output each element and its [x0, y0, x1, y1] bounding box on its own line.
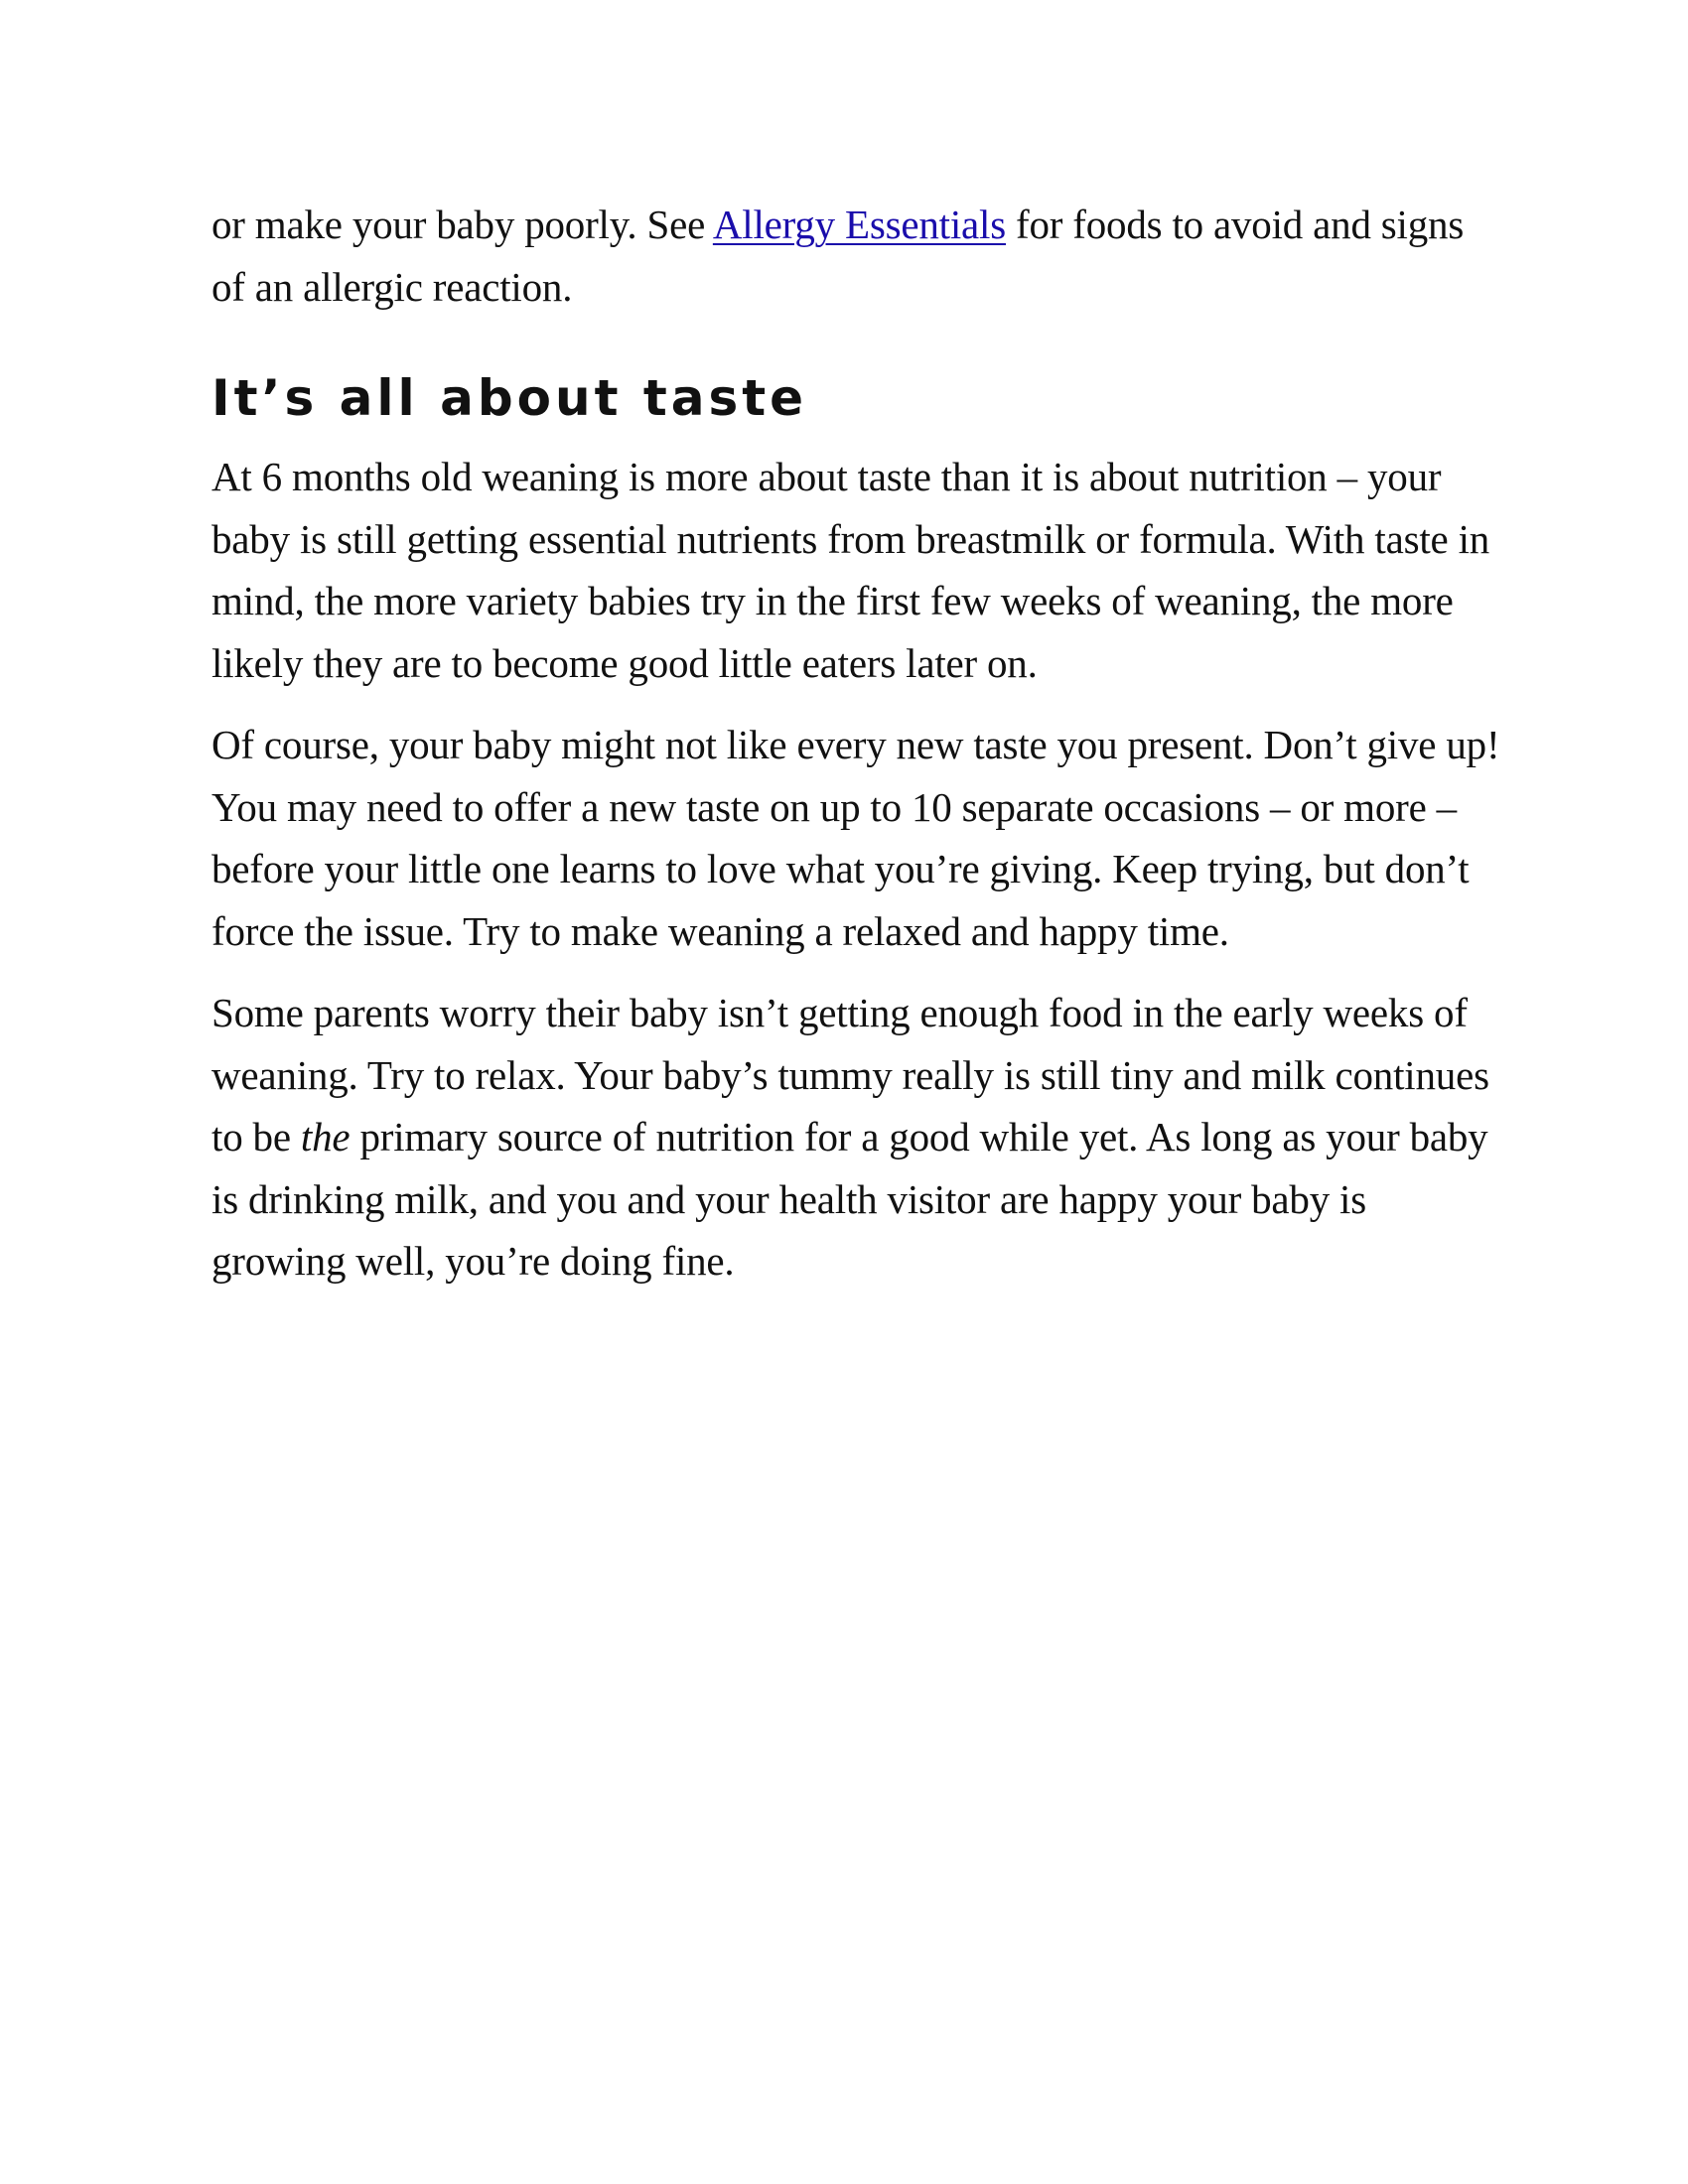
section-heading: It’s all about taste — [211, 369, 808, 427]
paragraph-early-weeks-text-a: Some parents worry their baby isn’t getting enough food in the early weeks of weaning. Try to relax. Your baby’s tummy really is still tiny and milk continues to be — [211, 990, 1489, 1160]
document-page — [211, 194, 1502, 1293]
paragraph-taste-nutrition: At 6 months old weaning is more about taste than it is about nutrition – your baby is still getting essential nutrients from breastmilk or formula. With taste in mind, the more variety babies try in the first few weeks of weaning, the more likely they are to become good little eaters later on. — [211, 454, 1490, 686]
intro-paragraph — [211, 194, 1502, 318]
paragraph-dont-give-up: Of course, your baby might not like every new taste you present. Don’t give up! You may need to offer a new taste on up to 10 separate occasions – or more – before your little one learns to love what you’re giving. Keep trying, but don’t force the issue. Try to make weaning a relaxed and happy time. — [211, 722, 1500, 954]
intro-text-after-link: for foods to avoid and signs of an allergic reaction. — [211, 202, 1465, 310]
allergy-essentials-link[interactable]: Allergy Essentials — [712, 202, 1006, 247]
paragraph-early-weeks-text-b: primary source of nutrition for a good while yet. As long as your baby is drinking milk, and you and your health visitor are happy your baby is growing well, you’re doing fine. — [211, 1114, 1488, 1284]
emphasis-the: the — [300, 1114, 351, 1160]
intro-text-before-link: or make your baby poorly. See — [211, 202, 713, 247]
paragraph-early-weeks — [211, 982, 1502, 1293]
